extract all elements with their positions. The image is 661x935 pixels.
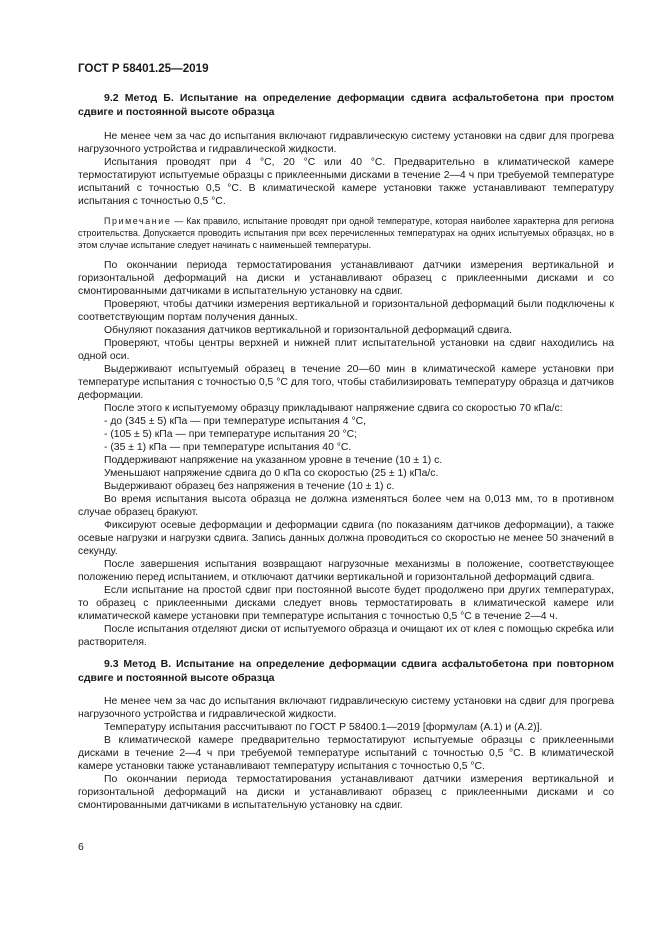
paragraph: В климатической камере предварительно термостатируют испытуемые образцы с приклеенными дисками в течение 2—4 ч при требуемой температуре испытаний с точностью 0,5 °С. В климатической камере установки также устанавливают температуру испытания с точностью 0,5 °С. — [78, 735, 614, 772]
section-heading-method-c: 9.3 Метод В. Испытание на определение деформации сдвига асфальтобетона при повторном сдвиге и постоянной высоте образца — [78, 658, 614, 684]
paragraph: После испытания отделяют диски от испытуемого образца и очищают их от клея с помощью скребка или растворителя. — [78, 624, 614, 648]
page-number: 6 — [78, 842, 84, 853]
paragraph: Уменьшают напряжение сдвига до 0 кПа со скоростью (25 ± 1) кПа/с. — [104, 468, 439, 479]
paragraph: Поддерживают напряжение на указанном уровне в течение (10 ± 1) с. — [104, 455, 443, 466]
paragraph: Обнуляют показания датчиков вертикальной и горизонтальной деформаций сдвига. — [104, 325, 513, 336]
paragraph: Проверяют, чтобы центры верхней и нижней плит испытательной установки на сдвиг находились на одной оси. — [78, 338, 614, 362]
paragraph: Проверяют, чтобы датчики измерения вертикальной и горизонтальной деформаций были подключены к соответствующим портам получения данных. — [78, 299, 614, 323]
note-label: Примечание — [104, 216, 172, 226]
paragraph: Фиксируют осевые деформации и деформации сдвига (по показаниям датчиков деформации), а также осевые нагрузки и нагрузки сдвига. Запись данных должна проводиться со скоростью не менее 50 значений в секунду. — [78, 520, 614, 557]
paragraph: Во время испытания высота образца не должна изменяться более чем на 0,013 мм, то в противном случае образец бракуют. — [78, 494, 614, 518]
paragraph: Испытания проводят при 4 °С, 20 °С или 40 °С. Предварительно в климатической камере термостатируют испытуемые образцы с приклеенными дисками в течение 2—4 ч при требуемой температуре испытаний с точностью 0,5 °С. В климатической камере установки также устанавливают температуру испытания с точностью 0,5 °С. — [78, 157, 614, 207]
paragraph: По окончании периода термостатирования устанавливают датчики измерения вертикальной и горизонтальной деформаций на диски и устанавливают образец с приклеенными дисками и со смонтированными датчиками в испытательную установку на сдвиг. — [78, 774, 614, 811]
document-header: ГОСТ Р 58401.25—2019 — [78, 62, 209, 75]
list-item: - (35 ± 1) кПа — при температуре испытания 40 °С. — [104, 442, 352, 453]
section-heading-method-b: 9.2 Метод Б. Испытание на определение деформации сдвига асфальтобетона при простом сдвиге и постоянной высоте образца — [78, 92, 614, 118]
note-paragraph — [78, 215, 614, 251]
paragraph: Не менее чем за час до испытания включают гидравлическую систему установки на сдвиг для прогрева нагрузочного устройства и гидравлической жидкости. — [78, 696, 614, 720]
paragraph: Выдерживают испытуемый образец в течение 20—60 мин в климатической камере установки при температуре испытания с точностью 0,5 °С для того, чтобы стабилизировать температуру образца и датчиков деформации. — [78, 364, 614, 401]
paragraph: Выдерживают образец без напряжения в течение (10 ± 1) с. — [104, 481, 395, 492]
page-content — [78, 86, 614, 812]
list-item: - до (345 ± 5) кПа — при температуре испытания 4 °С, — [104, 416, 367, 427]
note-text: — Как правило, испытание проводят при одной температуре, которая наиболее характерна для региона строительства. Допускается проводить испытания при всех перечисленных температурах на одних испытуемых образцах, но в этом случае испытание следует начинать с наименьшей температуры. — [78, 216, 614, 250]
paragraph: Если испытание на простой сдвиг при постоянной высоте будет продолжено при других температурах, то образец с приклеенными дисками следует вновь термостатировать в климатической камере или климатической камере установки при температуре испытания с точностью 0,5 °С в течение 2—4 ч. — [78, 585, 614, 622]
paragraph: Температуру испытания рассчитывают по ГОСТ Р 58400.1—2019 [формулам (А.1) и (А.2)]. — [104, 722, 543, 733]
paragraph: По окончании периода термостатирования устанавливают датчики измерения вертикальной и горизонтальной деформаций на диски и устанавливают образец с приклеенными дисками и со смонтированными датчиками в испытательную установку на сдвиг. — [78, 260, 614, 297]
list-item: - (105 ± 5) кПа — при температуре испытания 20 °С; — [104, 429, 358, 440]
paragraph: После завершения испытания возвращают нагрузочные механизмы в положение, соответствующее положению перед испытанием, и отключают датчики вертикальной и горизонтальной деформаций сдвига. — [78, 559, 614, 583]
paragraph: После этого к испытуемому образцу прикладывают напряжение сдвига со скоростью 70 кПа/с: — [104, 403, 563, 414]
paragraph: Не менее чем за час до испытания включают гидравлическую систему установки на сдвиг для прогрева нагрузочного устройства и гидравлической жидкости. — [78, 131, 614, 155]
